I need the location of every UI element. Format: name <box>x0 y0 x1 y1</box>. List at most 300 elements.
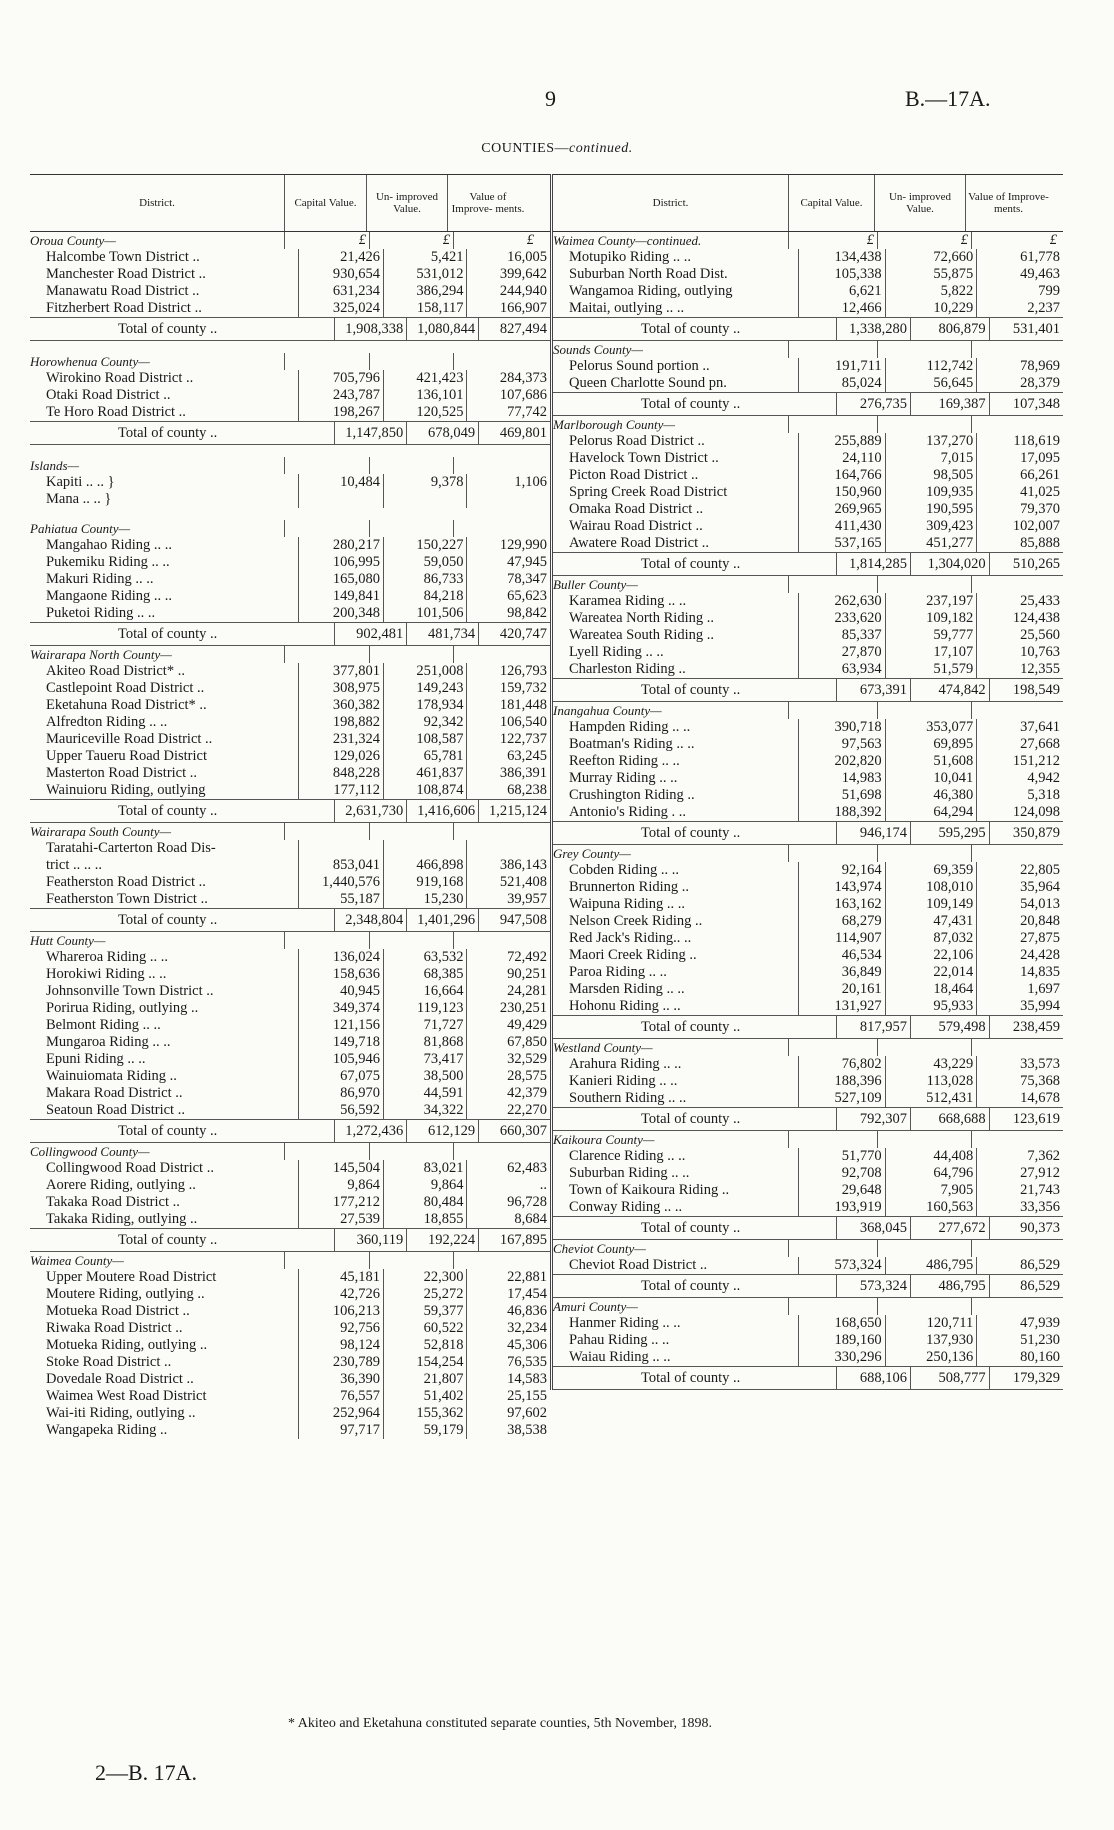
table-row <box>30 1034 550 1051</box>
district-cell: Lyell Riding .. .. <box>569 644 664 660</box>
district-cell: Total of county .. <box>641 321 741 337</box>
unimproved-cell: 59,777 <box>885 627 977 644</box>
unimproved-cell: 112,742 <box>885 358 977 375</box>
unimproved-cell <box>877 845 971 862</box>
unimproved-cell: 160,563 <box>885 1199 977 1216</box>
unimproved-cell: 169,387 <box>910 393 989 415</box>
table-row <box>30 404 550 421</box>
improvements-cell: 129,990 <box>466 537 550 554</box>
total-row <box>30 622 550 646</box>
unimproved-cell: 109,182 <box>885 610 977 627</box>
capital-cell: 276,735 <box>836 393 910 415</box>
improvements-cell: 35,994 <box>976 998 1063 1015</box>
district-cell: Collingwood Road District .. <box>46 1160 214 1176</box>
capital-cell: 163,162 <box>798 896 885 913</box>
unimproved-cell: 119,123 <box>383 1000 467 1017</box>
unimproved-cell: 52,818 <box>383 1337 467 1354</box>
unimproved-cell: 10,041 <box>885 770 977 787</box>
unimproved-cell: 34,322 <box>383 1102 467 1119</box>
unimproved-cell: 474,842 <box>910 679 989 701</box>
district-cell: Charleston Riding .. <box>569 661 686 677</box>
table-row <box>30 1320 550 1337</box>
district-cell: Kapiti .. .. } <box>46 474 115 490</box>
unimproved-cell: 108,587 <box>383 731 467 748</box>
capital-cell: 193,919 <box>798 1199 885 1216</box>
capital-cell <box>298 491 383 508</box>
table-row <box>553 1332 1063 1349</box>
improvements-cell: 521,408 <box>466 874 550 891</box>
district-cell: Castlepoint Road District .. <box>46 680 205 696</box>
capital-cell: 92,164 <box>798 862 885 879</box>
capital-cell: 902,481 <box>334 623 407 645</box>
table-row <box>553 947 1063 964</box>
district-cell: Omaka Road District .. <box>569 501 704 517</box>
district-cell: Marlborough County— <box>553 417 675 432</box>
capital-cell <box>788 1131 877 1148</box>
improvements-cell: 78,969 <box>976 358 1063 375</box>
improvements-cell: 230,251 <box>466 1000 550 1017</box>
improvements-cell: 107,348 <box>989 393 1063 415</box>
unimproved-cell: 451,277 <box>885 535 977 552</box>
unimproved-header: Un- improved Value. <box>874 175 965 231</box>
district-cell: Sounds County— <box>553 342 643 357</box>
district-cell: Manchester Road District .. <box>46 266 206 282</box>
capital-cell: 24,110 <box>798 450 885 467</box>
capital-cell: 527,109 <box>798 1090 885 1107</box>
improvements-cell: 86,529 <box>989 1275 1063 1297</box>
total-row <box>30 317 550 341</box>
district-cell: Wairau Road District .. <box>569 518 703 534</box>
capital-cell: 131,927 <box>798 998 885 1015</box>
unimproved-cell: 109,935 <box>885 484 977 501</box>
total-row <box>30 1119 550 1143</box>
table-row <box>30 680 550 697</box>
total-row <box>553 552 1063 576</box>
district-cell: Suburban North Road Dist. <box>569 266 728 282</box>
improvements-cell <box>971 576 1060 593</box>
improvements-cell: 420,747 <box>478 623 550 645</box>
district-cell: Manawatu Road District .. <box>46 283 200 299</box>
capital-cell: 158,636 <box>298 966 383 983</box>
district-cell: Clarence Riding .. .. <box>569 1148 686 1164</box>
capital-cell: 792,307 <box>836 1108 910 1130</box>
capital-cell: 349,374 <box>298 1000 383 1017</box>
improvements-cell <box>453 823 537 840</box>
district-cell: Queen Charlotte Sound pn. <box>569 375 727 391</box>
district-cell: Wainuiomata Riding .. <box>46 1068 177 1084</box>
right-table <box>550 174 1063 1390</box>
district-cell: Johnsonville Town District .. <box>46 983 214 999</box>
capital-cell: 105,338 <box>798 266 885 283</box>
table-row <box>553 1199 1063 1216</box>
capital-cell: 165,080 <box>298 571 383 588</box>
improvements-cell: 21,743 <box>976 1182 1063 1199</box>
unimproved-cell <box>877 1298 971 1315</box>
capital-cell: 231,324 <box>298 731 383 748</box>
capital-cell: 198,882 <box>298 714 383 731</box>
table-row <box>30 765 550 782</box>
unimproved-cell: 22,106 <box>885 947 977 964</box>
table-row <box>30 588 550 605</box>
improvements-cell <box>971 702 1060 719</box>
unimproved-cell: 87,032 <box>885 930 977 947</box>
capital-cell: 98,124 <box>298 1337 383 1354</box>
table-row <box>30 1422 550 1439</box>
capital-cell: 202,820 <box>798 753 885 770</box>
district-cell: Amuri County— <box>553 1299 638 1314</box>
district-cell: Red Jack's Riding.. .. <box>569 930 692 946</box>
unimproved-cell: 101,506 <box>383 605 467 622</box>
capital-cell: 930,654 <box>298 266 383 283</box>
unimproved-cell: 83,021 <box>383 1160 467 1177</box>
table-row <box>553 1349 1063 1366</box>
capital-cell: 149,718 <box>298 1034 383 1051</box>
unimproved-cell: 158,117 <box>383 300 467 317</box>
capital-cell: 390,718 <box>798 719 885 736</box>
capital-cell: £ <box>284 232 369 249</box>
district-cell: Total of county .. <box>641 1220 741 1236</box>
district-cell: Epuni Riding .. .. <box>46 1051 146 1067</box>
district-cell: Wirokino Road District .. <box>46 370 194 386</box>
capital-cell: 280,217 <box>298 537 383 554</box>
unimproved-cell: 9,378 <box>383 474 467 491</box>
unimproved-cell: 46,380 <box>885 787 977 804</box>
district-cell: Riwaka Road District .. <box>46 1320 183 1336</box>
unimproved-cell: 353,077 <box>885 719 977 736</box>
improvements-cell <box>971 341 1060 358</box>
capital-cell: 20,161 <box>798 981 885 998</box>
unimproved-cell: 137,930 <box>885 1332 977 1349</box>
improvements-cell: 27,912 <box>976 1165 1063 1182</box>
county-heading-row <box>30 646 550 663</box>
district-cell: Spring Creek Road District <box>569 484 728 500</box>
improvements-cell: 62,483 <box>466 1160 550 1177</box>
improvements-cell <box>453 932 537 949</box>
capital-cell: 325,024 <box>298 300 383 317</box>
district-cell: Te Horo Road District .. <box>46 404 186 420</box>
district-cell: Waipuna Riding .. .. <box>569 896 686 912</box>
total-row <box>553 1366 1063 1390</box>
capital-cell: 200,348 <box>298 605 383 622</box>
unimproved-cell: 508,777 <box>910 1367 989 1389</box>
left-table-body <box>30 232 550 1439</box>
improvements-cell: 22,881 <box>466 1269 550 1286</box>
unimproved-cell: 251,008 <box>383 663 467 680</box>
capital-cell: 262,630 <box>798 593 885 610</box>
improvements-cell: 22,270 <box>466 1102 550 1119</box>
district-cell: Makara Road District .. <box>46 1085 183 1101</box>
district-cell: Waiau Riding .. .. <box>569 1349 671 1365</box>
district-cell: Hohonu Riding .. .. <box>569 998 681 1014</box>
table-row <box>553 610 1063 627</box>
capital-cell: 308,975 <box>298 680 383 697</box>
table-row <box>553 913 1063 930</box>
improvements-cell: 37,641 <box>976 719 1063 736</box>
district-cell: Wangamoa Riding, outlying <box>569 283 733 299</box>
capital-cell: 85,337 <box>798 627 885 644</box>
unimproved-cell <box>383 840 467 857</box>
district-cell: Total of county .. <box>118 1232 218 1248</box>
improvements-cell <box>971 1298 1060 1315</box>
improvements-cell: 20,848 <box>976 913 1063 930</box>
unimproved-cell: 309,423 <box>885 518 977 535</box>
unimproved-cell: 192,224 <box>406 1229 478 1251</box>
total-row <box>553 1107 1063 1131</box>
capital-cell: 45,181 <box>298 1269 383 1286</box>
district-cell: Taratahi-Carterton Road Dis- <box>46 840 216 856</box>
district-cell: Masterton Road District .. <box>46 765 198 781</box>
unimproved-cell: 612,129 <box>406 1120 478 1142</box>
capital-cell: 573,324 <box>836 1275 910 1297</box>
capital-cell: 114,907 <box>798 930 885 947</box>
improvements-cell: 14,678 <box>976 1090 1063 1107</box>
improvements-cell: 14,583 <box>466 1371 550 1388</box>
district-cell: Total of county .. <box>118 1123 218 1139</box>
district-cell: Kanieri Riding .. .. <box>569 1073 678 1089</box>
district-cell: Waimea County—continued. <box>553 233 702 248</box>
county-heading-row <box>553 576 1063 593</box>
table-row <box>553 1315 1063 1332</box>
capital-cell: 76,802 <box>798 1056 885 1073</box>
district-cell: Cheviot County— <box>553 1241 646 1256</box>
district-cell: Total of county .. <box>641 1370 741 1386</box>
capital-cell <box>788 1240 877 1257</box>
capital-cell: 688,106 <box>836 1367 910 1389</box>
county-heading-row <box>553 341 1063 358</box>
district-cell: Hampden Riding .. .. <box>569 719 691 735</box>
county-heading-row <box>553 1240 1063 1257</box>
improvements-cell: 54,013 <box>976 896 1063 913</box>
district-cell: Cheviot Road District .. <box>569 1257 708 1273</box>
unimproved-cell: 65,781 <box>383 748 467 765</box>
improvements-cell: .. <box>466 1177 550 1194</box>
district-cell: Moutere Riding, outlying .. <box>46 1286 205 1302</box>
unimproved-cell: 84,218 <box>383 588 467 605</box>
unimproved-cell: 178,934 <box>383 697 467 714</box>
unimproved-cell: 5,421 <box>383 249 467 266</box>
unimproved-cell: 47,431 <box>885 913 977 930</box>
table-row <box>553 753 1063 770</box>
capital-cell: 97,717 <box>298 1422 383 1439</box>
county-heading-row <box>30 1252 550 1269</box>
unimproved-cell: 98,505 <box>885 467 977 484</box>
improvements-cell: 68,238 <box>466 782 550 799</box>
district-header: District. <box>139 197 175 209</box>
table-row <box>30 1102 550 1119</box>
unimproved-cell: 73,417 <box>383 1051 467 1068</box>
capital-cell: 377,801 <box>298 663 383 680</box>
district-cell: Grey County— <box>553 846 631 861</box>
unimproved-cell: 579,498 <box>910 1016 989 1038</box>
unimproved-cell <box>877 1131 971 1148</box>
unimproved-cell <box>369 646 453 663</box>
improvements-cell: 159,732 <box>466 680 550 697</box>
capital-cell: 36,390 <box>298 1371 383 1388</box>
district-cell: Horowhenua County— <box>30 354 150 369</box>
left-table <box>30 174 550 1439</box>
unimproved-cell: 43,229 <box>885 1056 977 1073</box>
unimproved-cell: 486,795 <box>910 1275 989 1297</box>
unimproved-cell: 154,254 <box>383 1354 467 1371</box>
capital-cell: 134,438 <box>798 249 885 266</box>
district-cell: Featherston Road District .. <box>46 874 206 890</box>
capital-cell: 164,766 <box>798 467 885 484</box>
table-row <box>553 787 1063 804</box>
capital-cell: 56,592 <box>298 1102 383 1119</box>
table-row <box>553 862 1063 879</box>
district-cell: Porirua Riding, outlying .. <box>46 1000 199 1016</box>
improvements-cell: 126,793 <box>466 663 550 680</box>
county-heading-row <box>30 932 550 949</box>
district-cell: Oroua County— <box>30 233 116 248</box>
capital-cell: 6,621 <box>798 283 885 300</box>
district-cell: Wharerоa Riding .. .. <box>46 949 169 965</box>
capital-cell: 177,112 <box>298 782 383 799</box>
capital-cell <box>284 520 369 537</box>
district-cell: Waimea West Road District <box>46 1388 207 1404</box>
capital-cell: 86,970 <box>298 1085 383 1102</box>
capital-cell <box>788 1298 877 1315</box>
capital-cell: 149,841 <box>298 588 383 605</box>
table-row <box>553 770 1063 787</box>
district-cell: Seatoun Road District .. <box>46 1102 185 1118</box>
improvements-cell: 179,329 <box>989 1367 1063 1389</box>
improvements-cell: 8,684 <box>466 1211 550 1228</box>
table-row <box>553 300 1063 317</box>
capital-cell: 269,965 <box>798 501 885 518</box>
county-heading-row <box>30 823 550 840</box>
title-continued: continued. <box>569 141 633 156</box>
unimproved-cell: 531,012 <box>383 266 467 283</box>
unimproved-cell: 60,522 <box>383 1320 467 1337</box>
improvements-cell <box>466 840 550 857</box>
unimproved-cell: 806,879 <box>910 318 989 340</box>
improvements-cell: 5,318 <box>976 787 1063 804</box>
county-heading-row <box>553 702 1063 719</box>
district-cell: Total of county .. <box>641 1111 741 1127</box>
table-row <box>553 283 1063 300</box>
unimproved-cell: 69,895 <box>885 736 977 753</box>
capital-cell: 230,789 <box>298 1354 383 1371</box>
unimproved-cell: 512,431 <box>885 1090 977 1107</box>
unimproved-cell <box>369 520 453 537</box>
capital-cell: 368,045 <box>836 1217 910 1239</box>
district-cell: Mangaone Riding .. .. <box>46 588 173 604</box>
capital-cell: 537,165 <box>798 535 885 552</box>
district-cell: Cobden Riding .. .. <box>569 862 679 878</box>
improvements-cell: 1,215,124 <box>478 800 550 822</box>
unimproved-cell: 80,484 <box>383 1194 467 1211</box>
capital-cell: 360,119 <box>334 1229 407 1251</box>
improvements-cell: 90,251 <box>466 966 550 983</box>
district-cell: Maitai, outlying .. .. <box>569 300 685 316</box>
table-row <box>30 554 550 571</box>
table-row <box>553 484 1063 501</box>
county-heading-row <box>553 416 1063 433</box>
district-cell: Mangahao Riding .. .. <box>46 537 173 553</box>
improvements-cell: 35,964 <box>976 879 1063 896</box>
unimproved-cell: 72,660 <box>885 249 977 266</box>
capital-cell: 67,075 <box>298 1068 383 1085</box>
capital-cell: 29,648 <box>798 1182 885 1199</box>
capital-cell: 68,279 <box>798 913 885 930</box>
table-row <box>30 605 550 622</box>
table-row <box>30 1405 550 1422</box>
unimproved-cell <box>877 576 971 593</box>
unimproved-cell <box>877 341 971 358</box>
improvements-cell: 67,850 <box>466 1034 550 1051</box>
unimproved-cell: 22,014 <box>885 964 977 981</box>
right-table-header <box>553 174 1063 232</box>
district-cell: Wairarapa North County— <box>30 647 172 662</box>
county-heading-row <box>553 1298 1063 1315</box>
table-row <box>553 375 1063 392</box>
unimproved-cell: 17,107 <box>885 644 977 661</box>
improvements-cell: 106,540 <box>466 714 550 731</box>
district-cell: Total of county .. <box>641 396 741 412</box>
capital-cell: 360,382 <box>298 697 383 714</box>
improvements-cell: 25,155 <box>466 1388 550 1405</box>
table-row <box>30 874 550 891</box>
table-row <box>30 857 550 874</box>
improvements-cell: 107,686 <box>466 387 550 404</box>
unimproved-cell: 678,049 <box>406 422 478 444</box>
capital-cell <box>284 646 369 663</box>
improvements-cell: 90,373 <box>989 1217 1063 1239</box>
improvements-cell: 46,836 <box>466 1303 550 1320</box>
unimproved-cell <box>369 1143 453 1160</box>
unimproved-cell: 1,401,296 <box>406 909 478 931</box>
unimproved-cell: 466,898 <box>383 857 467 874</box>
improvements-cell: 39,957 <box>466 891 550 908</box>
district-header: District. <box>652 197 689 209</box>
table-row <box>30 571 550 588</box>
district-cell: Nelson Creek Riding .. <box>569 913 703 929</box>
improvements-cell: 33,356 <box>976 1199 1063 1216</box>
improvements-cell <box>466 491 550 508</box>
unimproved-cell: 56,645 <box>885 375 977 392</box>
table-row <box>553 535 1063 552</box>
district-cell: Hutt County— <box>30 933 106 948</box>
county-heading-row <box>553 1039 1063 1056</box>
district-cell: Total of county .. <box>641 556 741 572</box>
improvements-cell: 63,245 <box>466 748 550 765</box>
improvements-cell <box>971 1131 1060 1148</box>
right-table-body <box>553 232 1063 1390</box>
improvements-cell: 47,945 <box>466 554 550 571</box>
total-row <box>553 678 1063 702</box>
table-row <box>30 891 550 908</box>
table-row <box>30 983 550 1000</box>
capital-cell: 106,213 <box>298 1303 383 1320</box>
unimproved-cell: 668,688 <box>910 1108 989 1130</box>
district-cell: Belmont Riding .. .. <box>46 1017 161 1033</box>
capital-cell: 817,957 <box>836 1016 910 1038</box>
improvements-cell: 32,234 <box>466 1320 550 1337</box>
improvements-cell: 41,025 <box>976 484 1063 501</box>
unimproved-cell: 68,385 <box>383 966 467 983</box>
improvements-cell: 166,907 <box>466 300 550 317</box>
improvements-cell: 827,494 <box>478 318 550 340</box>
table-row <box>30 1286 550 1303</box>
improvements-cell: 33,573 <box>976 1056 1063 1073</box>
table-row <box>553 518 1063 535</box>
improvements-cell: 510,265 <box>989 553 1063 575</box>
total-row <box>30 1228 550 1252</box>
district-cell: Total of county .. <box>641 825 741 841</box>
table-row <box>30 697 550 714</box>
total-row <box>30 908 550 932</box>
